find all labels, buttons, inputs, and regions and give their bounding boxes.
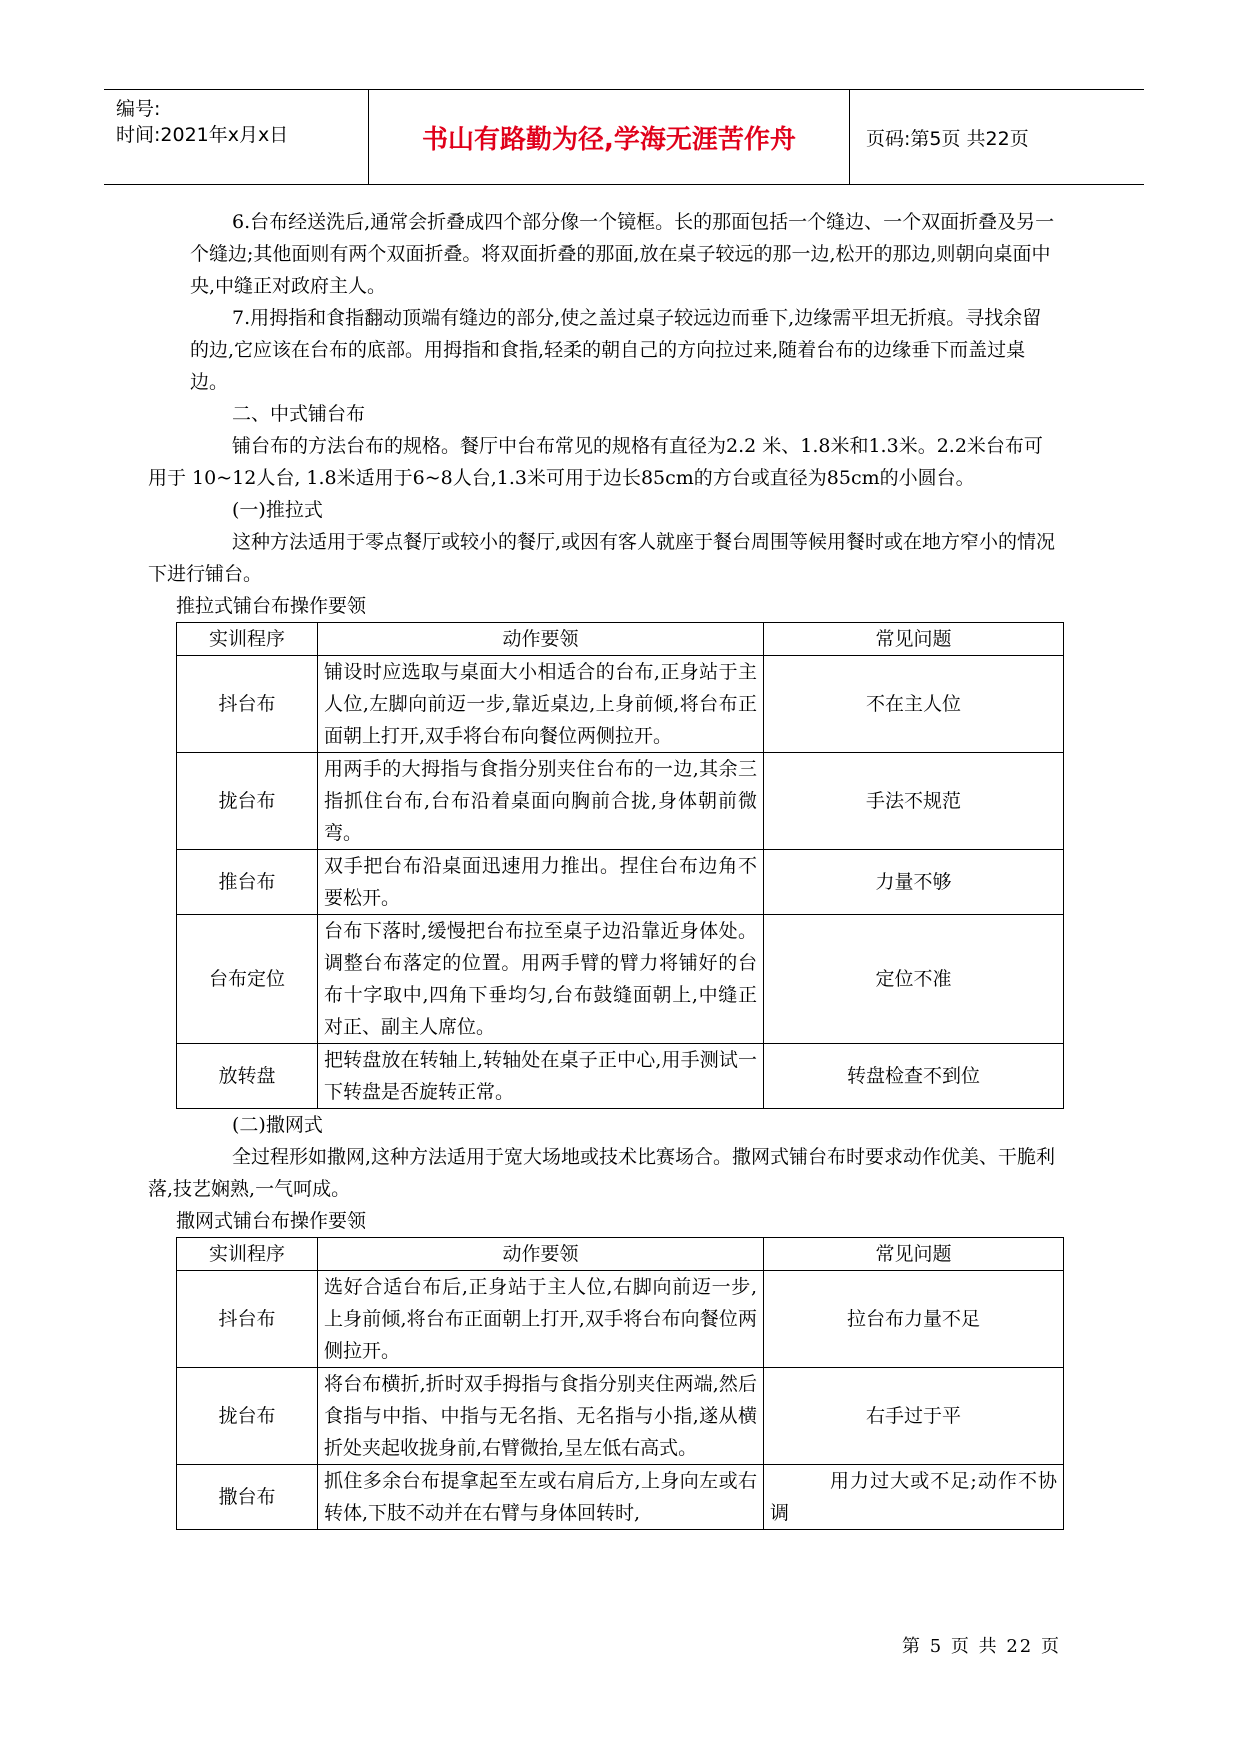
- page-header: [104, 89, 1144, 185]
- issue-cell: 力量不够: [764, 850, 1064, 915]
- table-header-cell: 常见问题: [764, 623, 1064, 656]
- action-cell: 铺设时应选取与桌面大小相适合的台布,正身站于主人位,左脚向前迈一步,靠近桌边,上身前倾,将台布正面朝上打开,双手将台布向餐位两侧拉开。: [318, 656, 764, 753]
- paragraph-7: 7.用拇指和食指翻动顶端有缝边的部分,使之盖过桌子较远边而垂下,边缘需平坦无折痕。寻找余留的边,它应该在台布的底部。用拇指和食指,轻柔的朝自己的方向拉过来,随着台布的边缘垂下而盖过桌边。: [190, 307, 1042, 393]
- table-header-cell: 动作要领: [318, 1238, 764, 1271]
- header-page-label: 页码:第5页 共22页: [866, 127, 1029, 150]
- document-body: [148, 206, 1057, 1530]
- issue-cell: 定位不准: [764, 915, 1064, 1044]
- step-cell: 放转盘: [177, 1044, 318, 1109]
- table-row: [177, 850, 1064, 915]
- step-cell: 拢台布: [177, 753, 318, 850]
- step-cell: 拢台布: [177, 1368, 318, 1465]
- subheading-1: (一)推拉式: [232, 499, 323, 521]
- table2-caption: 撒网式铺台布操作要领: [176, 1210, 367, 1232]
- header-info: [104, 90, 369, 184]
- table-row: [177, 1465, 1064, 1530]
- subheading-2: (二)撒网式: [232, 1114, 323, 1136]
- table-row: [177, 753, 1064, 850]
- spec-paragraph: 铺台布的方法台布的规格。餐厅中台布常见的规格有直径为2.2 米、1.8米和1.3米。2.2米台布可用于 10~12人台, 1.8米适用于6~8人台,1.3米可用于边长85cm的方台或直径为85cm的小圆台。: [148, 435, 1043, 489]
- table-row: [177, 1271, 1064, 1368]
- subheading-2-description: 全过程形如撒网,这种方法适用于宽大场地或技术比赛场合。撒网式铺台布时要求动作优美、干脆利落,技艺娴熟,一气呵成。: [148, 1146, 1056, 1200]
- action-cell: 把转盘放在转轴上,转轴处在桌子正中心,用手测试一下转盘是否旋转正常。: [318, 1044, 764, 1109]
- table-header-row: [177, 623, 1064, 656]
- action-cell: 双手把台布沿桌面迅速用力推出。捏住台布边角不要松开。: [318, 850, 764, 915]
- table-push-pull: [176, 622, 1064, 1109]
- table-header-cell: 实训程序: [177, 623, 318, 656]
- table-row: [177, 656, 1064, 753]
- number-label: 编号:: [116, 98, 161, 120]
- table-cast-net: [176, 1237, 1064, 1530]
- table-header-cell: 实训程序: [177, 1238, 318, 1271]
- action-cell: 台布下落时,缓慢把台布拉至桌子边沿靠近身体处。调整台布落定的位置。用两手臂的臂力将铺好的台布十字取中,四角下垂均匀,台布鼓缝面朝上,中缝正对正、副主人席位。: [318, 915, 764, 1044]
- page-footer: 第 5 页 共 22 页: [902, 1636, 1061, 1657]
- issue-cell: 右手过于平: [764, 1368, 1064, 1465]
- header-motto: 书山有路勤为径,学海无涯苦作舟: [369, 90, 850, 184]
- issue-cell: 用力过大或不足;动作不协调: [764, 1465, 1064, 1530]
- issue-cell: 不在主人位: [764, 656, 1064, 753]
- step-cell: 抖台布: [177, 1271, 318, 1368]
- issue-cell: 拉台布力量不足: [764, 1271, 1064, 1368]
- table-row: [177, 1044, 1064, 1109]
- action-cell: 将台布横折,折时双手拇指与食指分别夹住两端,然后食指与中指、中指与无名指、无名指与小指,遂从横折处夹起收拢身前,右臂微抬,呈左低右高式。: [318, 1368, 764, 1465]
- table-row: [177, 1368, 1064, 1465]
- paragraph-6: 6.台布经送洗后,通常会折叠成四个部分像一个镜框。长的那面包括一个缝边、一个双面折叠及另一个缝边;其他面则有两个双面折叠。将双面折叠的那面,放在桌子较远的那一边,松开的那边,则朝向桌面中央,中缝正对政府主人。: [190, 211, 1055, 297]
- table-header-cell: 动作要领: [318, 623, 764, 656]
- action-cell: 抓住多余台布提拿起至左或右肩后方,上身向左或右转体,下肢不动并在右臂与身体回转时,: [318, 1465, 764, 1530]
- table-row: [177, 915, 1064, 1044]
- section-heading-2: 二、中式铺台布: [232, 403, 366, 425]
- step-cell: 台布定位: [177, 915, 318, 1044]
- action-cell: 选好合适台布后,正身站于主人位,右脚向前迈一步,上身前倾,将台布正面朝上打开,双手将台布向餐位两侧拉开。: [318, 1271, 764, 1368]
- action-cell: 用两手的大拇指与食指分别夹住台布的一边,其余三指抓住台布,台布沿着桌面向胸前合拢,身体朝前微弯。: [318, 753, 764, 850]
- table-header-row: [177, 1238, 1064, 1271]
- issue-cell: 转盘检查不到位: [764, 1044, 1064, 1109]
- step-cell: 撒台布: [177, 1465, 318, 1530]
- subheading-1-description: 这种方法适用于零点餐厅或较小的餐厅,或因有客人就座于餐台周围等候用餐时或在地方窄小的情况下进行铺台。: [148, 531, 1056, 585]
- step-cell: 推台布: [177, 850, 318, 915]
- step-cell: 抖台布: [177, 656, 318, 753]
- table-header-cell: 常见问题: [764, 1238, 1064, 1271]
- table1-caption: 推拉式铺台布操作要领: [176, 595, 367, 617]
- time-label: 时间:2021年x月x日: [116, 124, 289, 146]
- issue-cell: 手法不规范: [764, 753, 1064, 850]
